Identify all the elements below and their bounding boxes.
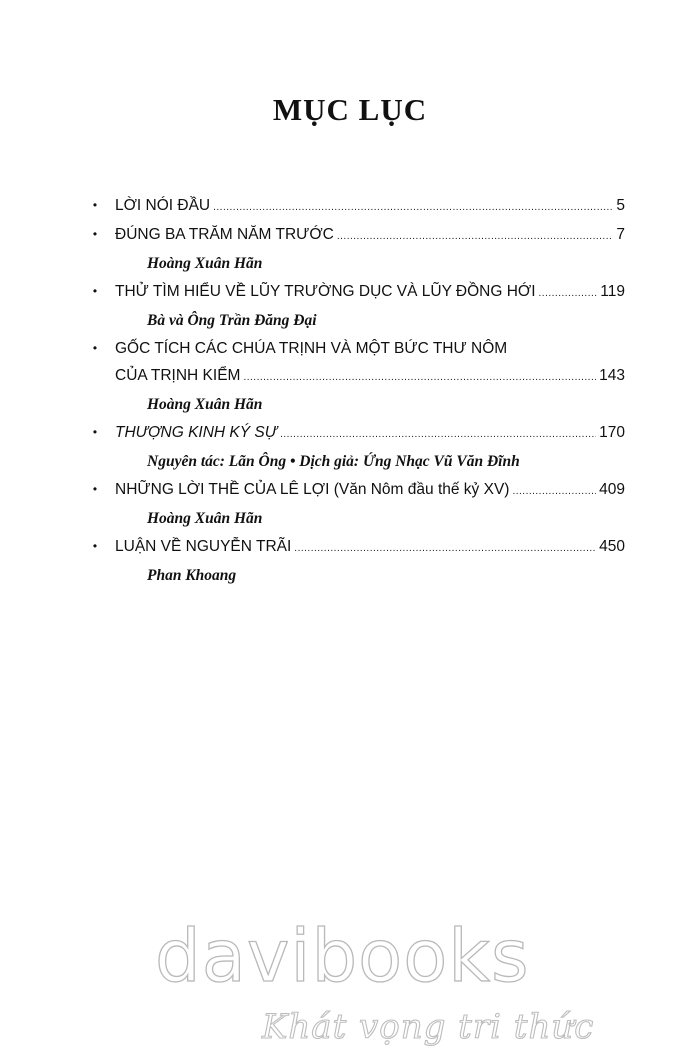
toc-line — [115, 533, 625, 562]
entry-title: ĐÚNG BA TRĂM NĂM TRƯỚC — [115, 226, 334, 243]
entry-title: LUẬN VỀ NGUYỄN TRÃI — [115, 538, 292, 555]
dot-leader — [294, 535, 596, 562]
toc-line — [115, 476, 625, 505]
bullet-icon: • — [92, 539, 98, 553]
entry-author: Bà và Ông Trần Đăng Đại — [147, 312, 317, 329]
page-number: 119 — [600, 283, 625, 300]
dot-leader — [337, 223, 614, 250]
toc-entry-foreword[interactable] — [92, 192, 625, 221]
bullet-icon: • — [92, 227, 98, 241]
entry-title-line-1: GỐC TÍCH CÁC CHÚA TRỊNH VÀ MỘT BỨC THƯ NÔM — [115, 340, 508, 357]
dot-leader — [213, 194, 613, 221]
entry-title: LỜI NÓI ĐẦU — [115, 197, 211, 214]
table-of-contents — [0, 192, 700, 590]
toc-entry-dung-ba-tram-nam-truoc[interactable] — [92, 221, 625, 250]
entry-author: Hoàng Xuân Hãn — [147, 396, 263, 413]
toc-line — [115, 278, 625, 307]
toc-line — [115, 221, 625, 250]
entry-author: Hoàng Xuân Hãn — [147, 255, 263, 272]
toc-entry-thuong-kinh-ky-su[interactable] — [92, 419, 625, 448]
toc-line — [115, 419, 625, 448]
watermark-logo: davibooks — [155, 914, 530, 998]
page-title: MỤC LỤC — [272, 92, 428, 127]
toc-entry-goc-tich-chua-trinh[interactable] — [92, 335, 625, 391]
page-number: 143 — [599, 367, 625, 384]
bullet-icon: • — [92, 425, 98, 439]
toc-line — [115, 192, 625, 221]
toc-entry-luy-truong-duc[interactable] — [92, 278, 625, 307]
dot-leader — [512, 478, 596, 505]
bullet-icon: • — [92, 482, 98, 496]
entry-title: THƯỢNG KINH KÝ SỰ — [115, 424, 278, 441]
page-number: 450 — [599, 538, 625, 555]
entry-title-line-2: CỦA TRỊNH KIỂM — [115, 367, 241, 384]
page-number: 7 — [616, 226, 625, 243]
entry-title: NHỮNG LỜI THỀ CỦA LÊ LỢI (Văn Nôm đầu thế kỷ XV) — [115, 481, 510, 498]
bullet-icon: • — [92, 341, 98, 355]
page-number: 409 — [599, 481, 625, 498]
dot-leader — [539, 280, 598, 307]
entry-author: Nguyên tác: Lãn Ông • Dịch giả: Ứng Nhạc Vũ Văn Đĩnh — [147, 453, 520, 470]
entry-title: THỬ TÌM HIỂU VỀ LŨY TRƯỜNG DỤC VÀ LŨY ĐỒNG HỚI — [115, 283, 536, 300]
toc-entry-loi-the-le-loi[interactable] — [92, 476, 625, 505]
entry-author: Phan Khoang — [147, 567, 237, 584]
watermark — [0, 914, 700, 1050]
bullet-icon: • — [92, 284, 98, 298]
entry-author: Hoàng Xuân Hãn — [147, 510, 263, 527]
toc-line — [115, 362, 625, 391]
watermark-slogan: Khát vọng tri thức — [262, 1007, 595, 1047]
bullet-icon: • — [92, 198, 98, 212]
dot-leader — [243, 364, 596, 391]
dot-leader — [280, 421, 596, 448]
page-number: 5 — [616, 197, 625, 214]
page-number: 170 — [599, 424, 625, 441]
toc-entry-luan-ve-nguyen-trai[interactable] — [92, 533, 625, 562]
